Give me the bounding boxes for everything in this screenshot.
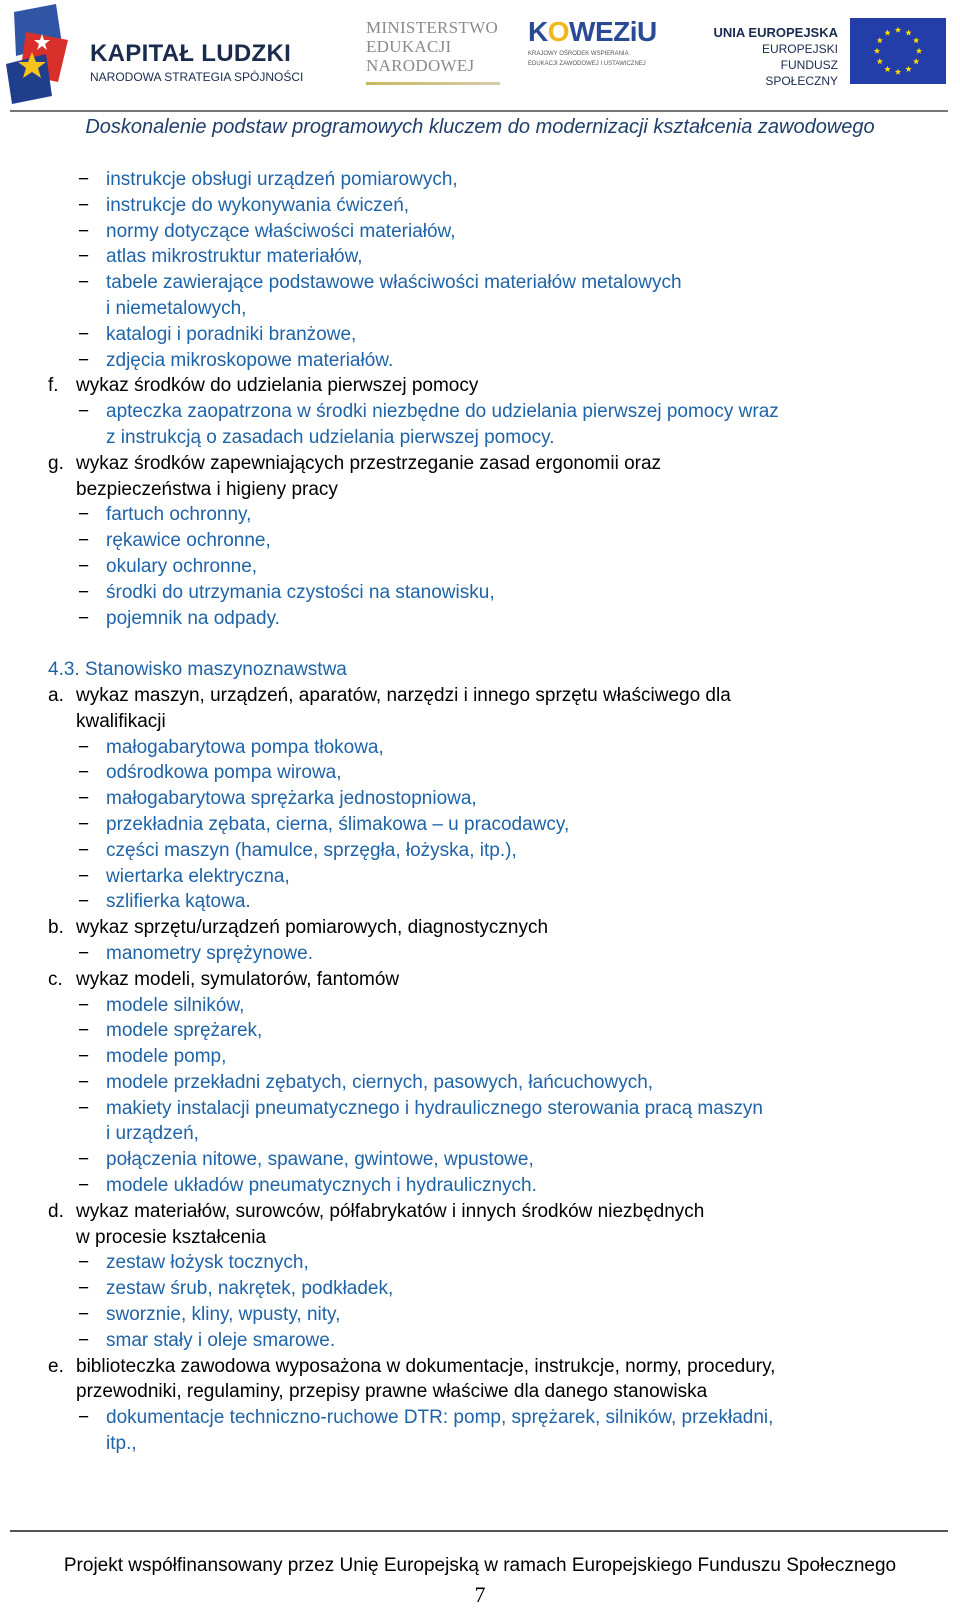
list-item-text: środki do utrzymania czystości na stanowisku, — [106, 581, 495, 603]
list-item-text: dokumentacje techniczno-ruchowe DTR: pomp, sprężarek, silników, przekładni, — [106, 1407, 774, 1429]
list-item — [48, 786, 928, 812]
men-line-3: NARODOWEJ — [366, 56, 475, 75]
section-letter: e. — [48, 1355, 64, 1377]
section-heading-text: biblioteczka zawodowa wyposażona w dokumentacje, instrukcje, normy, procedury, — [76, 1355, 776, 1377]
dash-bullet: − — [78, 194, 90, 216]
list-item — [48, 760, 928, 786]
section-letter: f. — [48, 375, 59, 397]
list-item — [48, 1070, 928, 1096]
list-item — [48, 580, 928, 606]
dash-bullet: − — [78, 607, 90, 629]
section-heading-a — [48, 683, 928, 709]
dash-bullet: − — [78, 1071, 90, 1093]
dash-bullet: − — [78, 401, 90, 423]
list-item-text: modele przekładni zębatych, ciernych, pasowych, łańcuchowych, — [106, 1071, 654, 1093]
list-item — [48, 812, 928, 838]
list-item — [48, 735, 928, 761]
footer-text: Projekt współfinansowany przez Unię Europejską w ramach Europejskiego Funduszu Społecznego — [63, 1555, 897, 1576]
section-heading-continuation: w procesie kształcenia — [76, 1226, 267, 1248]
list-item — [48, 1276, 928, 1302]
dash-bullet: − — [78, 1149, 90, 1171]
list-item-text: połączenia nitowe, spawane, gwintowe, wpustowe, — [106, 1149, 534, 1171]
list-item-text: manometry sprężynowe. — [106, 942, 313, 964]
list-item — [48, 528, 928, 554]
koweziu-wordmark — [528, 16, 657, 48]
list-item-text: modele sprężarek, — [106, 1020, 263, 1042]
list-item — [48, 1302, 928, 1328]
list-item — [48, 167, 928, 193]
list-item — [48, 1096, 928, 1122]
dash-bullet: − — [78, 891, 90, 913]
list-item-text: przekładnia zębata, cierna, ślimakowa – u pracodawcy, — [106, 813, 570, 835]
list-item-continuation: itp., — [106, 1433, 137, 1455]
document-body — [48, 167, 928, 1457]
dash-bullet: − — [78, 581, 90, 603]
list-item-continuation: z instrukcją o zasadach udzielania pierwszej pomocy. — [106, 426, 555, 448]
dash-bullet: − — [78, 1252, 90, 1274]
page-number: 7 — [474, 1582, 486, 1607]
list-item — [48, 941, 928, 967]
list-item-text: normy dotyczące właściwości materiałów, — [106, 220, 456, 242]
list-item — [48, 399, 928, 425]
section-letter: g. — [48, 452, 64, 474]
list-item-text: małogabarytowa sprężarka jednostopniowa, — [106, 788, 477, 810]
men-line-1: MINISTERSTWO — [366, 18, 499, 37]
list-item — [48, 322, 928, 348]
spacer — [48, 631, 928, 657]
list-item-text: makiety instalacji pneumatycznego i hydraulicznego sterowania pracą maszyn — [106, 1097, 763, 1119]
list-item-text: rękawice ochronne, — [106, 530, 271, 552]
dash-bullet: − — [78, 1097, 90, 1119]
kapital-ludzki-title: KAPITAŁ LUDZKI — [90, 40, 292, 67]
section-heading-text: wykaz środków do udzielania pierwszej pomocy — [76, 375, 479, 397]
koweziu-small-2: EDUKACJI ZAWODOWEJ I USTAWICZNEJ — [528, 61, 646, 67]
list-item-text: zestaw śrub, nakrętek, podkładek, — [106, 1278, 394, 1300]
section-heading-g — [48, 451, 928, 477]
section-title-4-3: 4.3. Stanowisko maszynoznawstwa — [48, 659, 347, 681]
dash-bullet: − — [78, 788, 90, 810]
section-heading-continuation: kwalifikacji — [76, 710, 166, 732]
dash-bullet: − — [78, 1304, 90, 1326]
ue-text-logo — [708, 24, 838, 88]
list-item-text: sworznie, kliny, wpusty, nity, — [106, 1304, 341, 1326]
dash-bullet: − — [78, 994, 90, 1016]
list-item-text: szlifierka kątowa. — [106, 891, 251, 913]
dash-bullet: − — [78, 349, 90, 371]
list-item — [48, 193, 928, 219]
dash-bullet: − — [78, 942, 90, 964]
koweziu-logo — [528, 16, 657, 86]
section-letter: d. — [48, 1200, 64, 1222]
section-letter: a. — [48, 684, 64, 706]
list-item — [48, 1044, 928, 1070]
eu-flag-icon — [850, 18, 946, 84]
list-item-text: smar stały i oleje smarowe. — [106, 1329, 336, 1351]
list-item-text: pojemnik na odpady. — [106, 607, 280, 629]
list-item-text: katalogi i poradniki branżowe, — [106, 323, 357, 345]
list-item-text: wiertarka elektryczna, — [106, 865, 290, 887]
dash-bullet: − — [78, 220, 90, 242]
logo-bar — [0, 0, 960, 110]
men-line-2: EDUKACJI — [366, 37, 452, 56]
section-heading-continuation: przewodniki, regulaminy, przepisy prawne właściwe dla danego stanowiska — [76, 1381, 708, 1403]
dash-bullet: − — [78, 1329, 90, 1351]
section-heading-text: wykaz materiałów, surowców, półfabrykatów i innych środków niezbędnych — [76, 1200, 705, 1222]
header-rule — [10, 110, 948, 112]
list-item — [48, 244, 928, 270]
running-head: Doskonalenie podstaw programowych kluczem do modernizacji kształcenia zawodowego — [85, 116, 875, 138]
section-heading-text: wykaz sprzętu/urządzeń pomiarowych, diagnostycznych — [76, 917, 549, 939]
list-item-text: modele układów pneumatycznych i hydraulicznych. — [106, 1175, 537, 1197]
section-letter: b. — [48, 917, 64, 939]
list-item-text: małogabarytowa pompa tłokowa, — [106, 736, 384, 758]
list-item-text: modele silników, — [106, 994, 245, 1016]
dash-bullet: − — [78, 736, 90, 758]
kapital-ludzki-mark-icon — [6, 4, 68, 104]
list-item-continuation: i urządzeń, — [106, 1123, 199, 1145]
list-item-text: okulary ochronne, — [106, 555, 258, 577]
dash-bullet: − — [78, 246, 90, 268]
list-item-text: modele pomp, — [106, 1046, 227, 1068]
dash-bullet: − — [78, 1046, 90, 1068]
list-item — [48, 1173, 928, 1199]
dash-bullet: − — [78, 272, 90, 294]
list-item — [48, 348, 928, 374]
list-item-text: atlas mikrostruktur materiałów, — [106, 246, 363, 268]
list-item-continuation: i niemetalowych, — [106, 297, 247, 319]
list-item — [48, 1250, 928, 1276]
list-item — [48, 606, 928, 632]
footer-rule — [10, 1530, 948, 1532]
men-logo — [366, 18, 506, 88]
dash-bullet: − — [78, 530, 90, 552]
list-item-text: zdjęcia mikroskopowe materiałów. — [106, 349, 394, 371]
list-item — [48, 502, 928, 528]
dash-bullet: − — [78, 1407, 90, 1429]
section-heading-f — [48, 373, 928, 399]
list-item — [48, 1405, 928, 1431]
section-heading-b — [48, 915, 928, 941]
ue-line-1: UNIA EUROPEJSKA — [713, 25, 838, 40]
dash-bullet: − — [78, 504, 90, 526]
section-heading-c — [48, 967, 928, 993]
section-heading-text: wykaz środków zapewniających przestrzeganie zasad ergonomii oraz — [76, 452, 662, 474]
dash-bullet: − — [78, 1278, 90, 1300]
list-item-text: instrukcje obsługi urządzeń pomiarowych, — [106, 169, 458, 190]
koweziu-letters-rest: WEZiU — [569, 16, 657, 47]
dash-bullet: − — [78, 1020, 90, 1042]
list-item-text: fartuch ochronny, — [106, 504, 252, 526]
list-item-text: zestaw łożysk tocznych, — [106, 1252, 309, 1274]
dash-bullet: − — [78, 839, 90, 861]
list-item-text: apteczka zaopatrzona w środki niezbędne do udzielania pierwszej pomocy wraz — [106, 401, 779, 423]
dash-bullet: − — [78, 813, 90, 835]
list-item — [48, 838, 928, 864]
section-letter: c. — [48, 968, 63, 990]
kapital-ludzki-logo — [6, 4, 316, 104]
list-item — [48, 1018, 928, 1044]
ue-line-2: EUROPEJSKI — [761, 42, 838, 56]
section-heading-continuation: bezpieczeństwa i higieny pracy — [76, 478, 338, 500]
list-item — [48, 270, 928, 296]
dash-bullet: − — [78, 323, 90, 345]
list-item-text: tabele zawierające podstawowe właściwości materiałów metalowych — [106, 272, 682, 294]
list-item — [48, 219, 928, 245]
section-heading-e — [48, 1354, 928, 1380]
list-item — [48, 993, 928, 1019]
koweziu-small-1: KRAJOWY OŚRODEK WSPIERANIA — [528, 51, 629, 57]
list-item-text: odśrodkowa pompa wirowa, — [106, 762, 342, 784]
dash-bullet: − — [78, 1175, 90, 1197]
section-heading-text: wykaz modeli, symulatorów, fantomów — [76, 968, 400, 990]
koweziu-letter-o: O — [547, 16, 570, 47]
list-item — [48, 1147, 928, 1173]
dash-bullet: − — [78, 555, 90, 577]
dash-bullet: − — [78, 865, 90, 887]
list-item — [48, 864, 928, 890]
list-item — [48, 1328, 928, 1354]
koweziu-letter-k: K — [528, 16, 548, 47]
list-item — [48, 889, 928, 915]
men-underline — [366, 82, 500, 85]
list-item-text: instrukcje do wykonywania ćwiczeń, — [106, 194, 410, 216]
list-item — [48, 554, 928, 580]
dash-bullet: − — [78, 762, 90, 784]
ue-line-3: FUNDUSZ SPOŁECZNY — [765, 58, 838, 88]
section-heading-d — [48, 1199, 928, 1225]
section-heading-text: wykaz maszyn, urządzeń, aparatów, narzędzi i innego sprzętu właściwego dla — [76, 684, 731, 706]
kapital-ludzki-subtitle: NARODOWA STRATEGIA SPÓJNOŚCI — [90, 70, 304, 84]
list-item-text: części maszyn (hamulce, sprzęgła, łożyska, itp.), — [106, 839, 517, 861]
dash-bullet: − — [78, 169, 90, 190]
